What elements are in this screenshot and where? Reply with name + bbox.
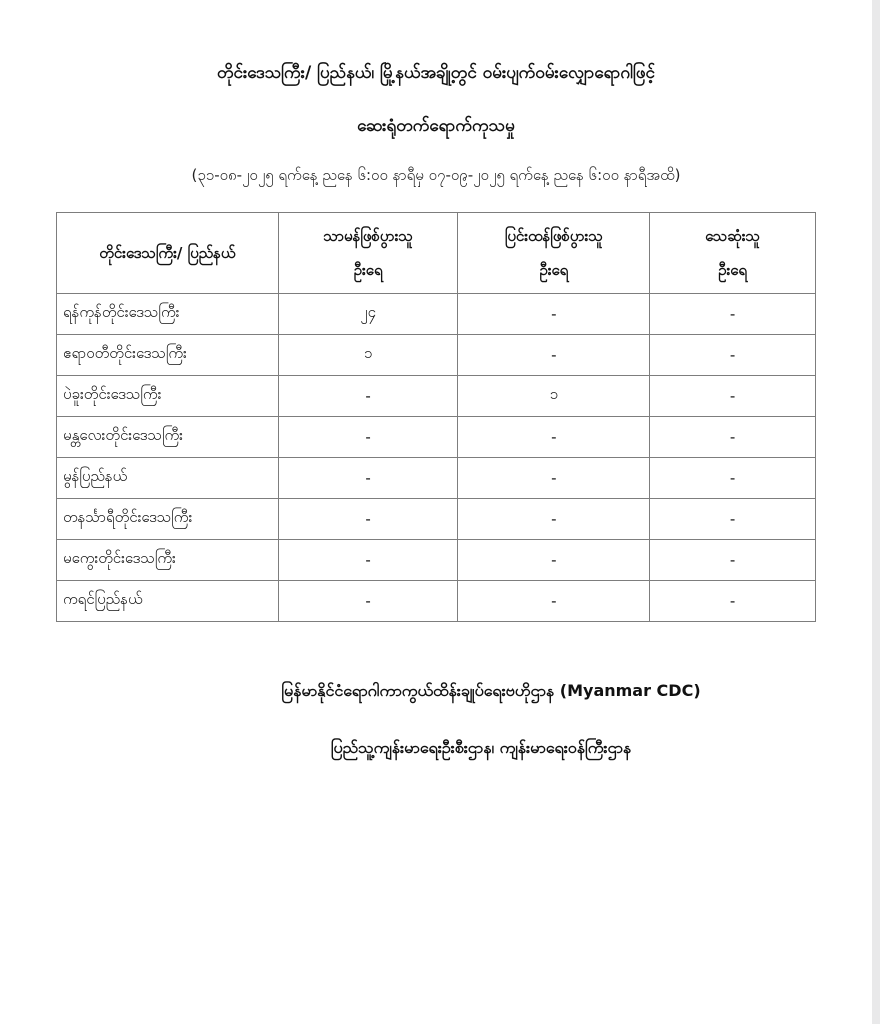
header-deaths — [650, 213, 816, 294]
header-deaths-line2: ဦးရေ — [718, 261, 748, 279]
header-mild-cases — [278, 213, 458, 294]
severe-cell: - — [458, 294, 650, 335]
table-row — [57, 376, 816, 417]
mild-cell: ၁ — [278, 335, 458, 376]
region-cell: မကွေးတိုင်းဒေသကြီး — [57, 540, 279, 581]
deaths-cell: - — [650, 499, 816, 540]
severe-cell: - — [458, 499, 650, 540]
table-row — [57, 294, 816, 335]
table-row — [57, 417, 816, 458]
deaths-cell: - — [650, 376, 816, 417]
table-row — [57, 581, 816, 622]
deaths-cell: - — [650, 458, 816, 499]
document-title-line2: ဆေးရုံတက်ရောက်ကုသမှု — [357, 116, 515, 136]
deaths-cell: - — [650, 540, 816, 581]
region-cell: ရန်ကုန်တိုင်းဒေသကြီး — [57, 294, 279, 335]
cases-table — [56, 212, 816, 622]
issuer-line1: မြန်မာနိုင်ငံရောဂါကာကွယ်ထိန်းချုပ်ရေးဗဟိုဌာန (Myanmar CDC) — [281, 681, 701, 700]
page-edge — [872, 0, 880, 1024]
severe-cell: - — [458, 335, 650, 376]
region-cell: ပဲခူးတိုင်းဒေသကြီး — [57, 376, 279, 417]
date-range-subtitle: (၃၁-၀၈-၂၀၂၅ ရက်နေ့ ညနေ ၆:၀၀ နာရီမှ ၀၇-၀၉-၂၀၂၅ ရက်နေ့ ညနေ ၆:၀၀ နာရီအထိ) — [191, 166, 681, 184]
header-region — [57, 213, 279, 294]
mild-cell: - — [278, 376, 458, 417]
mild-cell: ၂၄ — [278, 294, 458, 335]
region-cell: ကရင်ပြည်နယ် — [57, 581, 279, 622]
deaths-cell: - — [650, 294, 816, 335]
deaths-cell: - — [650, 417, 816, 458]
mild-cell: - — [278, 417, 458, 458]
region-cell: ဧရာဝတီတိုင်းဒေသကြီး — [57, 335, 279, 376]
document-title-line1: တိုင်းဒေသကြီး/ ပြည်နယ်၊ မြို့နယ်အချို့တွင် ဝမ်းပျက်ဝမ်းလျှောရောဂါဖြင့် — [217, 63, 655, 83]
region-cell: မွန်ပြည်နယ် — [57, 458, 279, 499]
severe-cell: - — [458, 458, 650, 499]
severe-cell: - — [458, 540, 650, 581]
mild-cell: - — [278, 458, 458, 499]
deaths-cell: - — [650, 581, 816, 622]
table-row — [57, 335, 816, 376]
deaths-cell: - — [650, 335, 816, 376]
table-header-row — [57, 213, 816, 294]
header-deaths-line1: သေဆုံးသူ — [705, 227, 761, 245]
severe-cell: ၁ — [458, 376, 650, 417]
mild-cell: - — [278, 540, 458, 581]
severe-cell: - — [458, 417, 650, 458]
header-severe-line2: ဦးရေ — [539, 261, 569, 279]
table-row — [57, 540, 816, 581]
header-severe-line1: ပြင်းထန်ဖြစ်ပွားသူ — [504, 227, 603, 245]
mild-cell: - — [278, 499, 458, 540]
header-region-label: တိုင်းဒေသကြီး/ ပြည်နယ် — [99, 244, 236, 262]
issuer-line2: ပြည်သူ့ကျန်းမာရေးဦးစီးဌာန၊ ကျန်းမာရေးဝန်ကြီးဌာန — [330, 738, 632, 757]
severe-cell: - — [458, 581, 650, 622]
region-cell: မန္တလေးတိုင်းဒေသကြီး — [57, 417, 279, 458]
mild-cell: - — [278, 581, 458, 622]
region-cell: တနင်္သာရီတိုင်းဒေသကြီး — [57, 499, 279, 540]
table-row — [57, 458, 816, 499]
header-severe-cases — [458, 213, 650, 294]
header-mild-line2: ဦးရေ — [353, 261, 383, 279]
table-row — [57, 499, 816, 540]
header-mild-line1: သာမန်ဖြစ်ပွားသူ — [323, 227, 413, 245]
